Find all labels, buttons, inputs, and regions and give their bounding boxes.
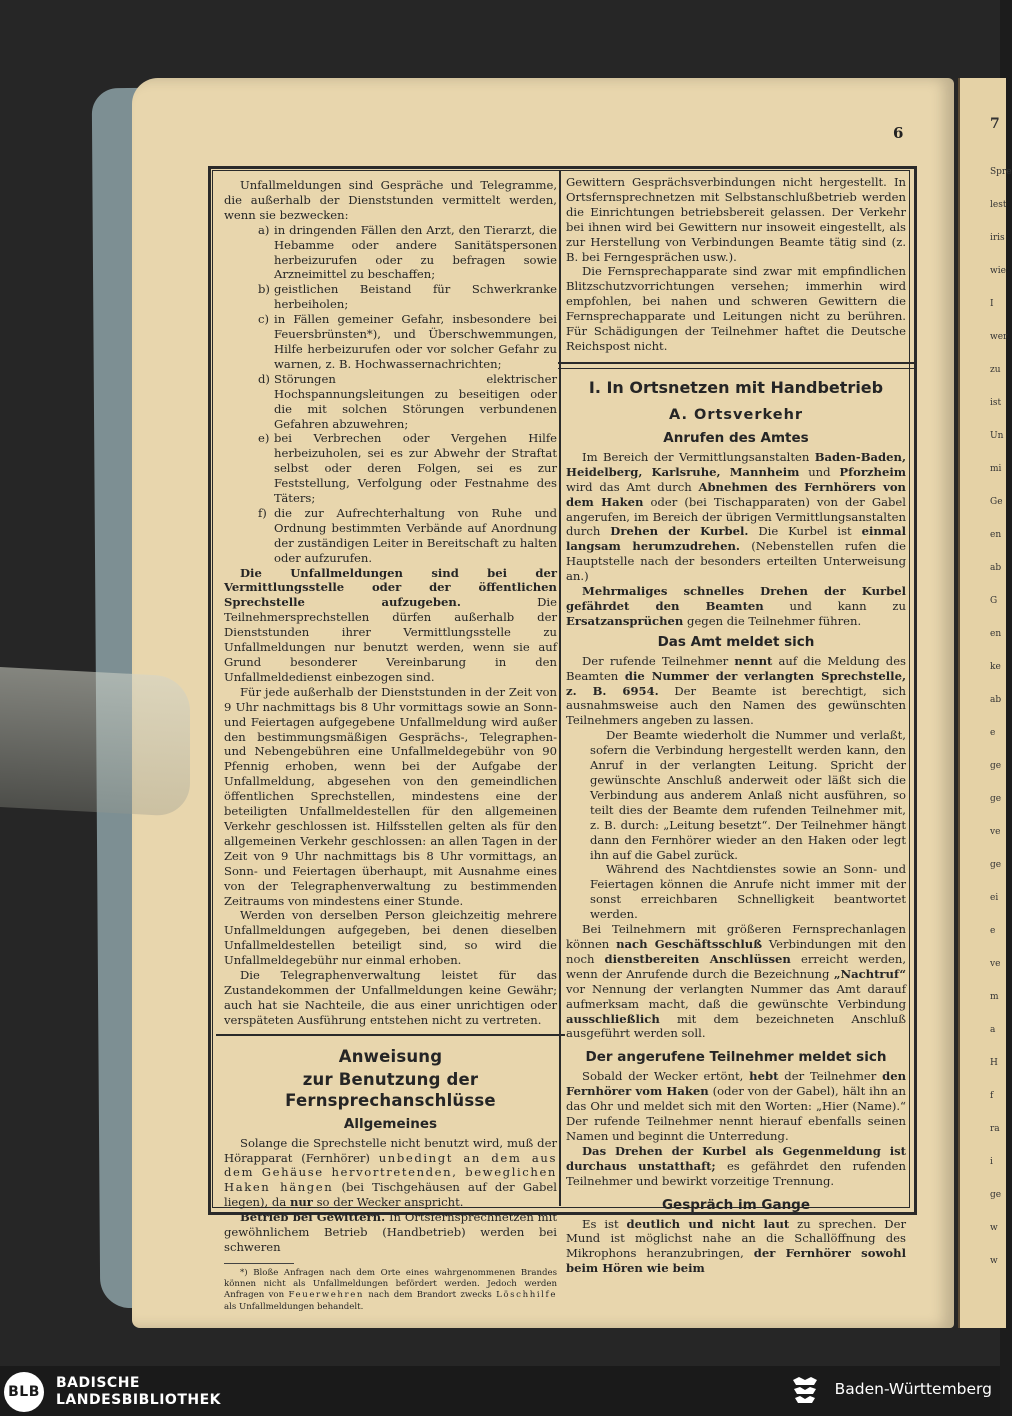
subheading: Allgemeines	[343, 1115, 438, 1132]
list-item: c) in Fällen gemeiner Gefahr, insbesondere bei Feuersbrünsten*), und Überschwemmungen, Hilfe herbeizurufen oder vor solcher Gefahr zu warnen, z. B. Hochwassernachrichten;	[258, 312, 557, 371]
facing-page-fragment: lest	[990, 200, 1007, 210]
facing-page-fragment: Ge	[990, 497, 1003, 507]
paragraph: Der rufende Teilnehmer nennt auf die Meldung des Beamten die Nummer der verlangten Sprechstelle, z. B. 6954. Der Beamte ist berechtigt, sich ausnahmsweise auch den Namen des gewünschten Teilnehmers angeben zu lassen.	[566, 653, 907, 728]
right-column	[566, 175, 906, 1276]
facing-page-fragment: w	[990, 1223, 998, 1233]
purpose-list	[224, 223, 557, 566]
facing-page-fragment: ab	[990, 563, 1002, 573]
list-item: d) Störungen elektrischer Hochspannungsleitungen zu beseitigen oder die mit solchen Störungen verbundenen Gefahren abzuwehren;	[258, 371, 557, 431]
facing-page-fragment: ist	[990, 398, 1002, 408]
paragraph: Betrieb bei Gewittern. In Ortsfernsprechnetzen mit gewöhnlichem Betrieb (Handbetrieb) werden bei schweren	[224, 1210, 557, 1254]
list-item: a) in dringenden Fällen den Arzt, den Tierarzt, die Hebamme oder andere Sanitätspersonen herbeizurufen oder zu befragen sowie Arzneimittel zu beschaffen;	[258, 222, 557, 282]
paragraph: Solange die Sprechstelle nicht benutzt wird, muß der Hörapparat (Fernhörer) unbedingt an dem aus dem Gehäuse hervortretenden, beweglichen Haken hängen (bei Tischgehäusen auf der Gabel liegen), da nur so der Wecker anspricht.	[224, 1135, 558, 1210]
facing-page-fragment: f	[990, 1091, 994, 1101]
paragraph: Bei Teilnehmern mit größeren Fernsprechanlagen können nach Geschäftsschluß Verbindungen mit den noch dienstbereiten Anschlüssen erreicht werden, wenn der Anrufende durch die Bezeichnung „Nachtruf“ vor Nennung der verlangten Nummer das Amt darauf aufmerksam macht, daß die gewünschte Verbindung ausschließlich mit dem bezeichneten Anschluß ausgeführt werden soll.	[566, 922, 907, 1041]
footnote: *) Bloße Anfragen nach dem Orte eines wahrgenommenen Brandes können nicht als Unfallmeldungen befördert werden. Jedoch werden Anfragen von Feuerwehren nach dem Brandort zwecks Löschhilfe als Unfallmeldungen behandelt.	[224, 1267, 557, 1312]
paragraph: Werden von derselben Person gleichzeitig mehrere Unfallmeldungen aufgegeben, bei denen dieselben Unfallmeldestellen beteiligt sind, so wird die Unfallmeldegebühr nur einmal erhoben.	[224, 908, 557, 968]
facing-page-fragment: i	[990, 1157, 993, 1167]
paragraph: Das Drehen der Kurbel als Gegenmeldung ist durchaus unstatthaft; es gefährdet den rufenden Teilnehmer und bewirkt vorzeitige Trennung.	[566, 1143, 906, 1188]
subheading: Gespräch im Gange	[661, 1196, 811, 1213]
paragraph: Der Beamte wiederholt die Nummer und verlaßt, sofern die Verbindung hergestellt werden kann, den Anruf in der verlangten Leitung. Spricht der gewünschte Anschluß anderweit oder läßt sich die Verbindung aus anderem Anlaß nicht ausführen, so teilt dies der Beamte dem rufenden Teilnehmer mit, z. B. durch: „Leitung besetzt“. Der Teilnehmer hängt dann den Fernhörer wieder an den Haken oder legt ihn auf die Gabel zurück.	[590, 728, 906, 862]
paragraph: Im Bereich der Vermittlungsanstalten Baden-Baden, Heidelberg, Karlsruhe, Mannheim und Pforzheim wird das Amt durch Abnehmen des Fernhörers von dem Haken oder (bei Tischapparaten) von der Gabel angerufen, im Bereich der übrigen Vermittlungsanstalten durch Drehen der Kurbel. Die Kurbel ist einmal langsam herumzudrehen. (Nebenstellen rufen die Hauptstelle nach der besonders erteilten Unterweisung an.)	[566, 449, 906, 584]
paragraph: Sobald der Wecker ertönt, hebt der Teilnehmer den Fernhörer vom Haken (oder von der Gabel), hält ihn an das Ohr und meldet sich mit den Worten: „Hier (Name).“ Der rufende Teilnehmer nennt hierauf ebenfalls seinen Namen und beginnt die Unterredung.	[566, 1069, 907, 1143]
facing-page-fragment: Un	[990, 431, 1004, 441]
paragraph: Die Unfallmeldungen sind bei der Vermittlungsstelle oder der öffentlichen Sprechstelle aufzugeben. Die Teilnehmersprechstellen dürfen außerhalb der Dienststunden ihrer Vermittlungsstelle zu Unfallmeldungen nur benutzt werden, wenn sie auf Grund besonderer Vereinbarung in den Unfallmeldedienst einbezogen sind.	[224, 565, 557, 684]
facing-page-fragment: m	[990, 992, 999, 1002]
facing-page-fragment: wer	[990, 332, 1008, 342]
facing-page-fragment: I	[990, 299, 994, 309]
facing-page-edge	[958, 78, 1012, 1328]
footnote-rule	[224, 1263, 294, 1264]
facing-page-number: 7	[990, 116, 1000, 132]
facing-page-fragment: ei	[990, 893, 999, 903]
facing-page-fragment: Spre	[990, 167, 1012, 177]
subheading: Anrufen des Amtes	[663, 429, 809, 446]
facing-page-fragment: e	[990, 728, 996, 738]
section-rule	[558, 368, 914, 369]
paragraph: Für jede außerhalb der Dienststunden in der Zeit von 9 Uhr nachmittags bis 8 Uhr vormittags sowie an Sonn- und Feiertagen aufgegebene Unfallmeldung wird außer den bestimmungsmäßigen Gesprächs-, Telegraphen- und Nebengebühren eine Unfallmeldegebühr von 90 Pfennig erhoben, wenn bei der Aufgabe der Unfallmeldung, abgesehen von den gemeindlichen öffentlichen Sprechstellen, mindestens eine der beteiligten Unfallmeldestellen für den allgemeinen Verkehr geschlossen ist. Hilfsstellen gelten als für den allgemeinen Verkehr geschlossen: an allen Tagen in der Zeit von 9 Uhr nachmittags bis 8 Uhr vormittags, an Sonn- und Feiertagen überhaupt, mit Ausnahme eines von der Telegraphenverwaltung zu bestimmenden Zeitraums von mindestens einer Stunde.	[224, 684, 557, 908]
paragraph: Während des Nachtdienstes sowie an Sonn- und Feiertagen können die Anrufe nicht immer mit der sonst erreichbaren Schnelligkeit beantwortet werden.	[590, 862, 906, 922]
list-item: f) die zur Aufrechterhaltung von Ruhe und Ordnung bestimmten Verbände auf Anordnung der zuständigen Leiter in Bereitschaft zu halten oder aufzurufen.	[258, 505, 557, 565]
facing-page-fragment: ge	[990, 794, 1002, 804]
page-number: 6	[893, 124, 904, 142]
viewer-footer	[0, 1366, 1000, 1416]
facing-page-fragment: G	[990, 596, 998, 606]
facing-page-fragment: mi	[990, 464, 1002, 474]
facing-page-fragment: ge	[990, 761, 1002, 771]
facing-page-fragment: ge	[990, 860, 1002, 870]
partner-name[interactable]: Baden-Württemberg	[834, 1380, 992, 1398]
facing-page-fragment: ge	[990, 1190, 1002, 1200]
section-rule	[216, 1034, 565, 1036]
section-rule	[558, 362, 914, 364]
indented-note	[566, 728, 906, 922]
facing-page-fragment: e	[990, 926, 996, 936]
paragraph: Die Telegraphenverwaltung leistet für das Zustandekommen der Unfallmeldungen keine Gewähr; auch hat sie Nachteile, die aus einer unrichtigen oder verspäteten Ausführung entstehen nicht zu vertreten.	[224, 968, 557, 1027]
paragraph: Mehrmaliges schnelles Drehen der Kurbel gefährdet den Beamten und kann zu Ersatzansprüchen gegen die Teilnehmer führen.	[566, 584, 906, 628]
section-heading: Anweisung	[338, 1046, 443, 1066]
section-heading: A. Ortsverkehr	[668, 406, 804, 423]
intro-paragraph: Unfallmeldungen sind Gespräche und Telegramme, die außerhalb der Dienststunden vermittelt werden, wenn sie bezwecken:	[224, 178, 557, 222]
facing-page-fragment: ab	[990, 695, 1002, 705]
paragraph: Es ist deutlich und nicht laut zu sprechen. Der Mund ist möglichst nahe an die Schallöffnung des Mikrophons heranzubringen, der Fernhörer sowohl beim Hören wie beim	[566, 1216, 906, 1276]
facing-page-fragment: en	[990, 629, 1002, 639]
facing-page-fragment: wie	[990, 266, 1006, 276]
facing-page-fragment: ke	[990, 662, 1001, 672]
paragraph: Die Fernsprechapparate sind zwar mit empfindlichen Blitzschutzvorrichtungen versehen; immerhin wird empfohlen, bei nahen und schweren Gewittern die Fernsprechapparate und Leitungen nicht zu berühren. Für Schädigungen der Teilnehmer haftet die Deutsche Reichspost nicht.	[566, 264, 906, 353]
paragraph: Gewittern Gesprächsverbindungen nicht hergestellt. In Ortsfernsprechnetzen mit Selbstanschlußbetrieb werden die Einrichtungen betriebsbereit gelassen. Der Verkehr bei ihnen wird bei Gewittern nur insoweit eingestellt, als zur Herstellung von Verbindungen Beamte tätig sind (z. B. bei Ferngesprächen usw.).	[566, 175, 906, 264]
transparent-page-clip	[0, 667, 190, 817]
facing-page-fragment: ve	[990, 827, 1001, 837]
list-item: e) bei Verbrechen oder Vergehen Hilfe herbeizuholen, sei es zur Abwehr der Straftat selbst oder deren Folgen, sei es zur Feststellung, Verfolgung oder Festnahme des Täters;	[258, 431, 557, 506]
coat-of-arms-icon	[790, 1374, 820, 1408]
section-heading: zur Benutzung der Fernsprechanschlüsse	[285, 1069, 496, 1110]
facing-page-fragment: a	[990, 1025, 996, 1035]
facing-page-fragment: H	[990, 1058, 998, 1068]
library-name[interactable]: BADISCHE LANDESBIBLIOTHEK	[56, 1375, 222, 1408]
facing-page-fragment: iris	[990, 233, 1005, 243]
facing-page-fragment: zu	[990, 365, 1001, 375]
left-column	[224, 178, 557, 1313]
column-divider	[559, 170, 561, 1206]
blb-logo[interactable]: BLB	[4, 1372, 44, 1412]
list-item: b) geistlichen Beistand für Schwerkranke herbeiholen;	[258, 282, 557, 312]
section-heading: I. In Ortsnetzen mit Handbetrieb	[588, 377, 884, 397]
subheading: Das Amt meldet sich	[657, 633, 815, 650]
facing-page-fragment: ve	[990, 959, 1001, 969]
subheading: Der angerufene Teilnehmer meldet sich	[585, 1049, 887, 1066]
facing-page-fragment: w	[990, 1256, 998, 1266]
facing-page-fragment: ra	[990, 1124, 1000, 1134]
facing-page-fragment: en	[990, 530, 1002, 540]
